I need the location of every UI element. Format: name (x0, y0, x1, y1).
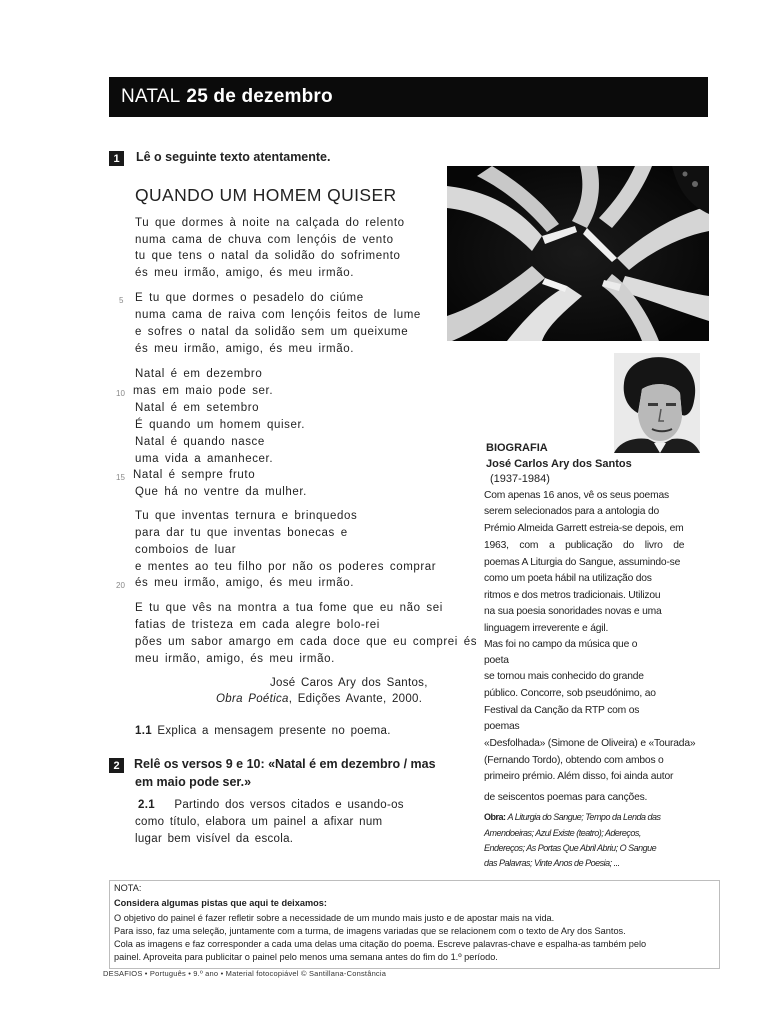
poem-line: comboios de luar (135, 544, 237, 556)
question-1-1-text: Explica a mensagem presente no poema. (157, 725, 391, 737)
hands-star-photo (447, 166, 709, 341)
biography-line: como um poeta hábil na utilização dos (484, 573, 652, 584)
question-1-instruction: Lê o seguinte texto atentamente. (136, 150, 331, 164)
biography-years: (1937-1984) (490, 473, 550, 485)
nota-line: Para isso, faz uma seleção, juntamente com a turma, de imagens variadas que se relacionem com o texto de Ary dos Santos. (114, 926, 626, 936)
question-1-1 (135, 725, 391, 737)
nota-line: Cola as imagens e faz corresponder a cada uma delas uma citação do poema. Escreve palavras-chave e espalha-as também pelo (114, 939, 647, 949)
poem-line: Tu que inventas ternura e brinquedos (135, 510, 358, 522)
obra-text: das Palavras; Vinte Anos de Poesia; ... (484, 858, 620, 868)
poem-line: fatias de tristeza em cada alegre bolo-rei (135, 619, 380, 631)
poem-line: E tu que vês na montra a tua fome que eu não sei (135, 602, 443, 614)
question-2-1-line3: lugar bem visível da escola. (135, 833, 294, 845)
poem-line: É quando um homem quiser. (135, 419, 306, 431)
poem-line: Natal é em setembro (135, 402, 260, 414)
biography-line: público. Concorre, sob pseudónimo, ao (484, 688, 656, 699)
poem-line: mas em maio pode ser. (133, 385, 274, 397)
nota-line: O objetivo do painel é fazer refletir sobre a necessidade de um mundo mais justo e de apostar mais na vida. (114, 913, 555, 923)
obra-line (484, 843, 656, 853)
question-number-1: 1 (109, 151, 124, 166)
poem-line: numa cama de raiva com lençóis feitos de lume (135, 309, 421, 321)
nota-title: NOTA: (114, 883, 142, 893)
question-number-2: 2 (109, 758, 124, 773)
biography-line: Com apenas 16 anos, vê os seus poemas (484, 490, 669, 501)
biography-line: «Desfolhada» (Simone de Oliveira) e «Tourada» (484, 738, 696, 749)
header-label: NATAL (121, 86, 181, 107)
poem-line: Natal é quando nasce (135, 436, 265, 448)
biography-line: na sua poesia sonoridades novas e uma (484, 606, 662, 617)
poem-line: és meu irmão, amigo, és meu irmão. (135, 267, 355, 279)
poem-line: Natal é sempre fruto (133, 469, 256, 481)
question-2-1-line1 (138, 799, 404, 811)
biography-line: Festival da Canção da RTP com os (484, 705, 640, 716)
author-portrait-photo (614, 353, 700, 453)
line-number: 15 (116, 473, 125, 482)
biography-line: 1963, com a publicação do livro de (484, 540, 685, 551)
poem-line: uma vida a amanhecer. (135, 453, 274, 465)
obra-text: Endereços; As Portas Que Abril Abriu; O Sangue (484, 843, 657, 853)
poem-line: Que há no ventre da mulher. (135, 486, 307, 498)
header-banner (109, 77, 708, 117)
biography-line: primeiro prémio. Além disso, foi ainda autor (484, 771, 674, 782)
question-2-1-text: Partindo dos versos citados e usando-os (174, 799, 404, 811)
line-number: 5 (119, 296, 124, 305)
question-2-1-line2: como título, elabora um painel a afixar num (135, 816, 383, 828)
line-number: 10 (116, 389, 125, 398)
poem-line: numa cama de chuva com lençóis de vento (135, 234, 394, 246)
biography-line: serem selecionados para a antologia do (484, 506, 660, 517)
obra-label: Obra: (484, 812, 506, 822)
obra-text: A Liturgia do Sangue; Tempo da Lenda das (507, 812, 661, 822)
nota-line: Considera algumas pistas que aqui te deixamos: (114, 898, 327, 908)
biography-line: Prémio Almeida Garrett estreia-se depois, em (484, 523, 684, 534)
page-footer: DESAFIOS • Português • 9.º ano • Material fotocopiável © Santillana-Constância (103, 969, 387, 978)
poem-author: José Caros Ary dos Santos, (270, 677, 428, 689)
question-2-text-line1: Relê os versos 9 e 10: «Natal é em dezembro / mas (134, 757, 436, 771)
poem-line: pões um sabor amargo em cada doce que eu comprei és (135, 636, 478, 648)
question-2-text-line2: em maio pode ser.» (135, 775, 252, 789)
poem-line: Tu que dormes à noite na calçada do relento (135, 217, 405, 229)
biography-line: se tornou mais conhecido do grande (484, 671, 644, 682)
biography-line: poeta (484, 655, 509, 666)
line-number: 20 (116, 581, 125, 590)
poem-line: és meu irmão, amigo, és meu irmão. (135, 343, 355, 355)
biography-line: linguagem irreverente e ágil. (484, 623, 609, 634)
poem-line: para dar tu que inventas bonecas e (135, 527, 348, 539)
obra-line (484, 828, 641, 838)
poem-source (216, 693, 422, 705)
question-2-1-label: 2.1 (138, 799, 155, 811)
biography-line: poemas A Liturgia do Sangue, assumindo-se (484, 557, 681, 568)
obra-text: Amendoeiras; Azul Existe (teatro); Adereços, (484, 828, 641, 838)
poem-line: tu que tens o natal da solidão do sofrimento (135, 250, 401, 262)
header-date: 25 de dezembro (186, 86, 333, 107)
poem-line: meu irmão, amigo, és meu irmão. (135, 653, 335, 665)
poem-line: e mentes ao teu filho por não os poderes comprar (135, 561, 437, 573)
biography-line: poemas (484, 721, 520, 732)
biography-line: (Fernando Tordo), obtendo com ambos o (484, 755, 664, 766)
question-1-1-label: 1.1 (135, 725, 152, 737)
biography-line: ritmos e dos metros tradicionais. Utilizou (484, 590, 661, 601)
poem-line: E tu que dormes o pesadelo do ciúme (135, 292, 364, 304)
nota-line: painel. Aproveita para publicitar o painel pelo menos uma semana antes do fim do 1.º período. (114, 952, 498, 962)
biography-line: de seiscentos poemas para canções. (484, 792, 648, 803)
biography-name: José Carlos Ary dos Santos (486, 458, 632, 470)
poem-line: e sofres o natal da solidão sem um queixume (135, 326, 409, 338)
poem-title: QUANDO UM HOMEM QUISER (135, 185, 397, 205)
poem-line: Natal é em dezembro (135, 368, 263, 380)
biography-heading: BIOGRAFIA (486, 442, 548, 454)
obra-line (484, 858, 620, 868)
poem-work-title: Obra Poética (216, 693, 289, 705)
biography-line: Mas foi no campo da música que o (484, 639, 638, 650)
obra-line-1 (484, 812, 661, 822)
poem-publisher: , Edições Avante, 2000. (288, 693, 423, 705)
poem-line: és meu irmão, amigo, és meu irmão. (135, 577, 355, 589)
